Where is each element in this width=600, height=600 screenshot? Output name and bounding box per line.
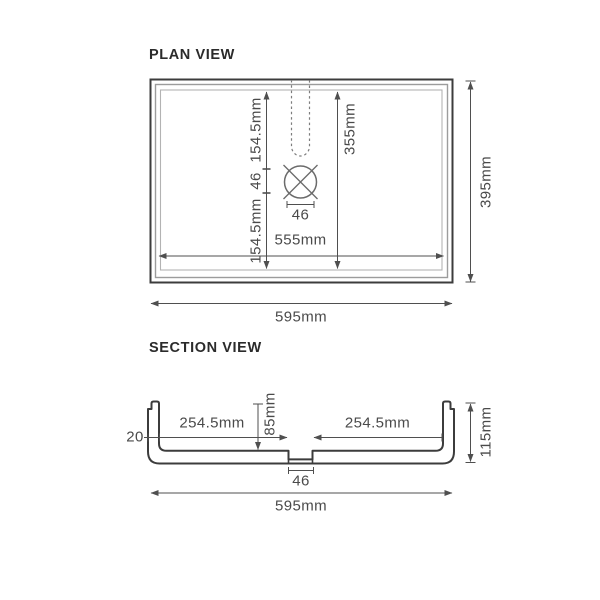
section-profile [148,402,454,464]
dim-label-plan-overall-width: 595mm [274,308,328,326]
dim-label-plan-bowl-width: 555mm [274,231,327,249]
plan-view-title: PLAN VIEW [149,47,235,63]
dim-label-section-overall-height: 115mm [477,406,495,458]
dim-label-section-overall-width: 595mm [274,497,328,515]
dim-label-plan-centre-segment: 46 [247,172,264,190]
dim-label-plan-bowl-depth: 355mm [341,102,359,156]
dim-label-plan-bottom-segment: 154.5mm [247,198,265,264]
dim-label-section-left-half: 254.5mm [179,414,245,432]
dim-plan-overall-depth [466,81,476,282]
dim-label-section-wall-thickness: 20 [126,428,144,445]
dim-label-section-bowl-depth: 85mm [261,392,279,436]
dim-label-section-right-half: 254.5mm [344,414,411,432]
dim-label-section-waste: 46 [292,472,310,490]
dim-label-plan-top-segment: 154.5mm [247,97,265,163]
section-view-title: SECTION VIEW [149,340,262,356]
dim-label-plan-overall-depth: 395mm [477,155,495,209]
overflow-dashed-outline-icon [292,80,310,156]
dim-label-plan-waste: 46 [291,206,310,224]
dim-section-overall-height [466,403,476,463]
dim-section-right [314,434,442,442]
waste-drain-symbol-icon [284,165,318,199]
